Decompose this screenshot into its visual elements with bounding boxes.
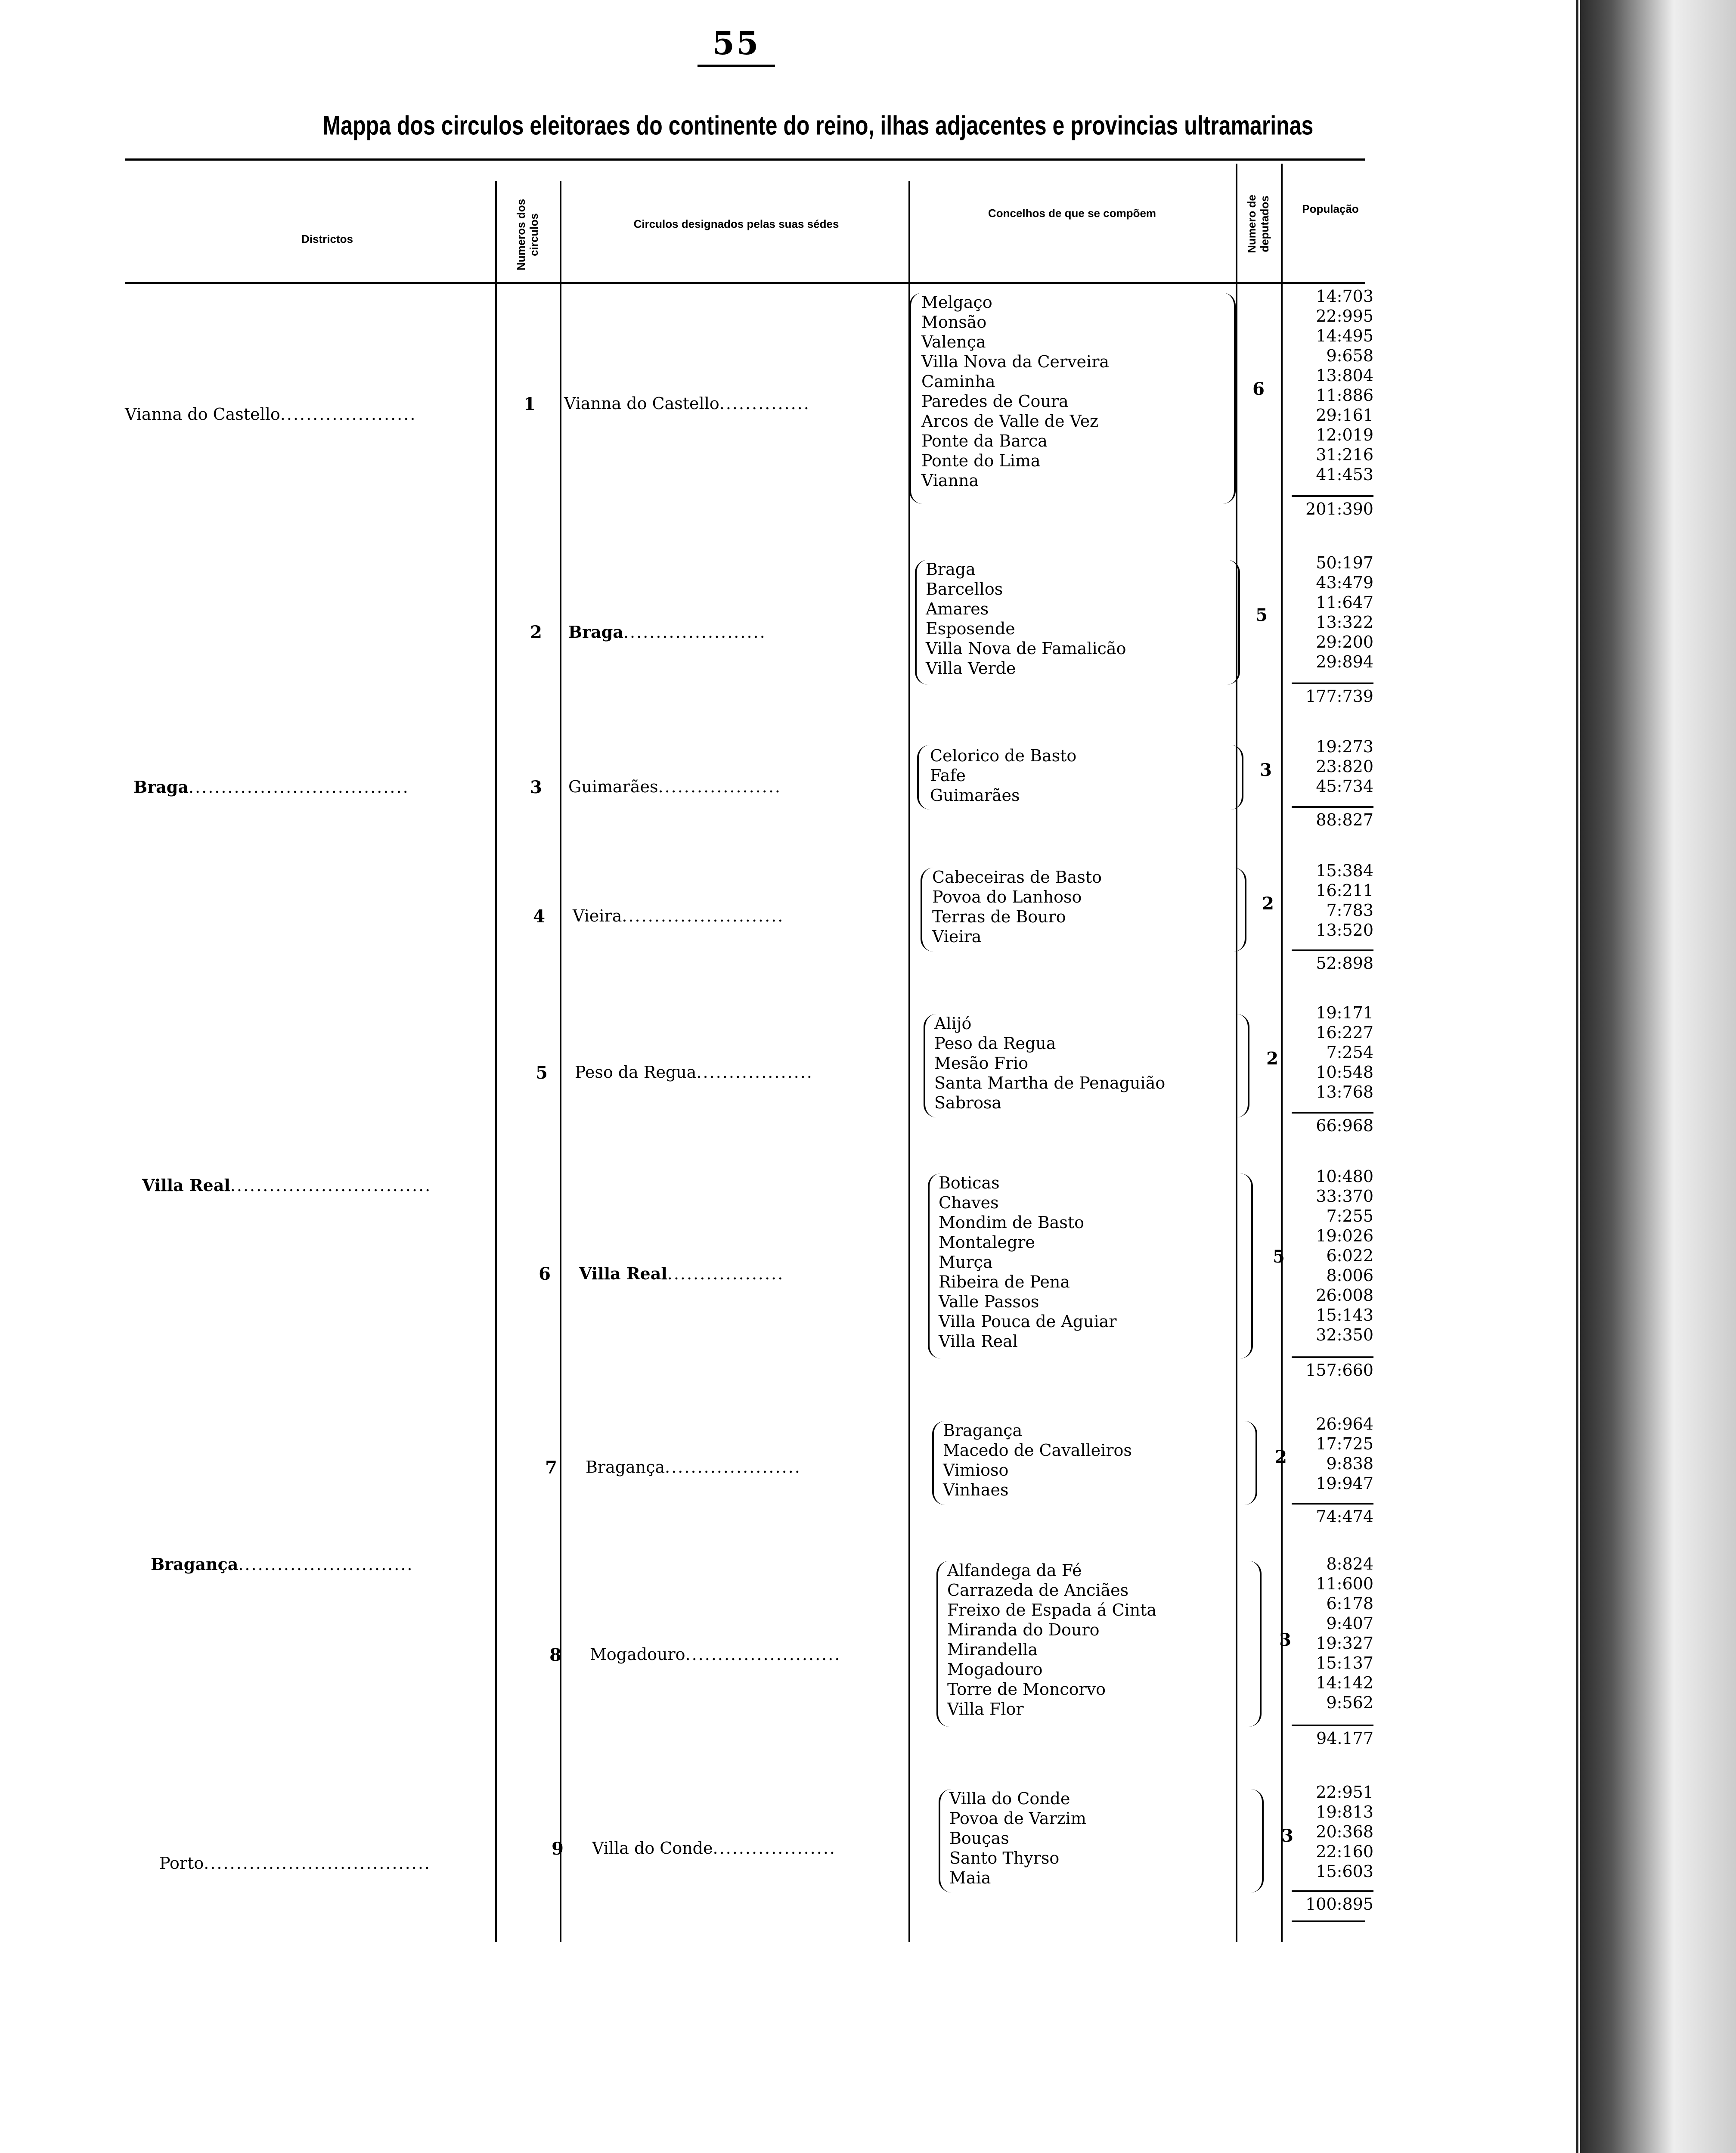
leader-dots: ..................	[667, 1264, 784, 1283]
council-row: Villa do Conde	[949, 1789, 1070, 1808]
circle-seat	[568, 622, 766, 642]
population-value: 22:995	[1316, 307, 1373, 326]
council-row: Santo Thyrso	[949, 1849, 1060, 1868]
circle-seat	[575, 1063, 813, 1082]
header-circle-numbers: Numeros dos circulos	[515, 199, 540, 271]
council-brace-right	[1249, 1561, 1262, 1727]
circle-number: 3	[530, 777, 542, 797]
population-value: 11:600	[1316, 1574, 1373, 1593]
population-value: 13:768	[1316, 1083, 1373, 1101]
population-value: 13:322	[1316, 613, 1373, 632]
circle-number: 4	[533, 906, 545, 927]
council-row: Valença	[921, 332, 986, 351]
population-value: 33:370	[1316, 1187, 1373, 1206]
table-bottom-rule	[1292, 1920, 1365, 1922]
leader-dots: .....................	[280, 405, 417, 424]
population-value: 15:603	[1316, 1862, 1373, 1881]
header-deputies: Numero de deputados	[1245, 195, 1271, 253]
district-braga	[133, 777, 409, 797]
population-value: 10:548	[1316, 1063, 1373, 1082]
population-value: 45:734	[1316, 777, 1373, 796]
population-total: 157:660	[1292, 1356, 1373, 1380]
leader-dots: ........................	[685, 1645, 841, 1664]
leader-dots: ..............	[719, 394, 810, 413]
council-row: Vianna	[921, 471, 979, 490]
population-value: 16:211	[1316, 881, 1373, 900]
circle-number: 1	[524, 394, 536, 414]
population-value: 19:947	[1316, 1474, 1373, 1493]
population-value: 11:647	[1316, 593, 1373, 612]
district-porto	[159, 1854, 431, 1873]
seat-label: Guimarães	[568, 777, 658, 796]
population-value: 29:161	[1316, 406, 1373, 425]
district-label: Braga	[133, 777, 189, 797]
header-population: População	[1302, 202, 1359, 215]
circle-seat	[573, 906, 784, 925]
population-value: 31:216	[1316, 445, 1373, 464]
population-value: 26:008	[1316, 1286, 1373, 1305]
council-row: Vimioso	[943, 1461, 1009, 1480]
population-total: 177:739	[1292, 683, 1373, 706]
population-value: 9:658	[1326, 346, 1373, 365]
district-braganca	[151, 1554, 413, 1574]
council-row: Villa Verde	[926, 659, 1016, 678]
circle-seat	[564, 394, 810, 413]
population-total: 100:895	[1292, 1890, 1373, 1914]
population-value: 9:838	[1326, 1454, 1373, 1473]
population-value: 20:368	[1316, 1822, 1373, 1841]
population-value: 41:453	[1316, 465, 1373, 484]
circle-number: 2	[530, 622, 542, 642]
circle-seat	[590, 1645, 841, 1664]
population-value: 6:178	[1326, 1594, 1373, 1613]
council-row: Bouças	[949, 1829, 1009, 1848]
population-value: 7:254	[1326, 1043, 1373, 1062]
leader-dots: ...........................	[238, 1555, 414, 1574]
council-row: Valle Passos	[939, 1292, 1039, 1311]
council-row: Caminha	[921, 372, 995, 391]
council-brace-right	[1223, 293, 1236, 504]
council-row: Fafe	[930, 766, 966, 785]
council-brace-right	[1240, 1173, 1253, 1359]
population-total: 94.177	[1292, 1725, 1373, 1748]
council-row: Cabeceiras de Basto	[932, 868, 1102, 887]
council-row: Villa Flor	[947, 1700, 1024, 1719]
council-row: Arcos de Valle de Vez	[921, 412, 1099, 431]
council-row: Villa Pouca de Aguiar	[939, 1312, 1117, 1331]
council-row: Sabrosa	[934, 1093, 1002, 1112]
population-total: 66:968	[1292, 1112, 1373, 1135]
council-brace-right	[1227, 560, 1240, 685]
population-value: 10:480	[1316, 1167, 1373, 1186]
population-value: 43:479	[1316, 573, 1373, 592]
council-row: Maia	[949, 1868, 991, 1887]
seat-label: Peso da Regua	[575, 1063, 697, 1082]
seat-label: Mogadouro	[590, 1645, 685, 1664]
circle-seat	[592, 1839, 836, 1858]
district-villa-real	[142, 1176, 431, 1195]
council-row: Chaves	[939, 1193, 999, 1212]
council-row: Alfandega da Fé	[947, 1561, 1082, 1580]
population-total: 74:474	[1292, 1503, 1373, 1526]
council-row: Villa Real	[939, 1332, 1018, 1351]
seat-label: Braga	[568, 622, 623, 642]
council-row: Terras de Bouro	[932, 907, 1066, 926]
council-row: Freixo de Espada á Cinta	[947, 1601, 1157, 1619]
seat-label: Bragança	[586, 1458, 665, 1477]
population-value: 13:804	[1316, 366, 1373, 385]
leader-dots: ..................	[696, 1063, 813, 1082]
population-value: 19:026	[1316, 1226, 1373, 1245]
deputies-count: 5	[1256, 605, 1268, 625]
council-row: Bragança	[943, 1421, 1023, 1440]
district-vianna-do-castello	[125, 405, 416, 424]
circle-seat	[579, 1264, 784, 1283]
population-value: 19:813	[1316, 1802, 1373, 1821]
deputies-count: 2	[1262, 893, 1274, 914]
population-total: 201:390	[1292, 495, 1373, 518]
council-brace-right	[1234, 868, 1246, 952]
leader-dots: .........................	[622, 906, 784, 925]
circle-number: 6	[539, 1264, 551, 1284]
council-brace-right	[1237, 1014, 1249, 1117]
population-value: 8:824	[1326, 1554, 1373, 1573]
page-number: 55	[712, 25, 760, 62]
header-bottom-rule	[125, 282, 1365, 284]
population-value: 14:142	[1316, 1673, 1373, 1692]
district-label: Bragança	[151, 1554, 239, 1574]
population-value: 16:227	[1316, 1023, 1373, 1042]
council-brace-right	[1231, 745, 1243, 810]
population-value: 12:019	[1316, 425, 1373, 444]
council-row: Miranda do Douro	[947, 1620, 1100, 1639]
population-value: 15:137	[1316, 1654, 1373, 1672]
district-label: Vianna do Castello	[125, 405, 280, 424]
population-value: 9:562	[1326, 1693, 1373, 1712]
council-row: Mondim de Basto	[939, 1213, 1084, 1232]
council-row: Mesão Frio	[934, 1054, 1029, 1073]
population-value: 29:894	[1316, 652, 1373, 671]
seat-label: Villa Real	[579, 1264, 667, 1283]
council-row: Melgaço	[921, 293, 992, 312]
population-value: 7:783	[1326, 901, 1373, 920]
population-value: 11:886	[1316, 386, 1373, 405]
population-value: 23:820	[1316, 757, 1373, 776]
leader-dots: .....................	[665, 1458, 801, 1477]
leader-dots: ..................................	[188, 778, 409, 797]
council-row: Monsão	[921, 313, 987, 332]
population-total: 88:827	[1292, 806, 1373, 829]
population-value: 19:273	[1316, 737, 1373, 756]
council-row: Boticas	[939, 1173, 1000, 1192]
population-value: 17:725	[1316, 1434, 1373, 1453]
circle-number: 5	[536, 1063, 548, 1083]
seat-label: Villa do Conde	[592, 1839, 713, 1858]
deputies-count: 6	[1252, 379, 1265, 399]
population-value: 26:964	[1316, 1415, 1373, 1433]
deputies-count: 3	[1281, 1826, 1293, 1846]
header-districts: Districtos	[301, 233, 353, 245]
circle-number: 8	[549, 1645, 561, 1665]
council-row: Villa Nova de Famalicão	[926, 639, 1126, 658]
population-value: 14:495	[1316, 326, 1373, 345]
column-divider	[560, 181, 561, 1942]
council-row: Peso da Regua	[934, 1034, 1056, 1053]
deputies-count: 5	[1273, 1247, 1285, 1267]
population-value: 6:022	[1326, 1246, 1373, 1265]
council-row: Amares	[926, 599, 989, 618]
population-value: 15:384	[1316, 861, 1373, 880]
circle-number: 9	[552, 1839, 564, 1859]
population-value: 19:327	[1316, 1634, 1373, 1653]
council-row: Povoa do Lanhoso	[932, 887, 1082, 906]
leader-dots: ......................	[623, 623, 766, 642]
population-value: 9:407	[1326, 1614, 1373, 1633]
population-value: 32:350	[1316, 1325, 1373, 1344]
district-label: Villa Real	[142, 1176, 230, 1195]
scan-edge-right	[1580, 0, 1736, 2153]
council-row: Ribeira de Pena	[939, 1272, 1070, 1291]
deputies-count: 3	[1279, 1630, 1291, 1650]
population-value: 8:006	[1326, 1266, 1373, 1285]
council-row: Paredes de Coura	[921, 392, 1069, 411]
council-row: Carrazeda de Anciães	[947, 1581, 1129, 1600]
council-brace	[917, 745, 932, 810]
leader-dots: ...................................	[204, 1854, 431, 1873]
council-row: Barcellos	[926, 580, 1003, 599]
population-value: 22:160	[1316, 1842, 1373, 1861]
council-row: Vieira	[932, 927, 982, 946]
population-value: 14:703	[1316, 287, 1373, 306]
population-value: 13:520	[1316, 921, 1373, 940]
council-row: Guimarães	[930, 786, 1020, 805]
council-brace-right	[1244, 1421, 1257, 1505]
council-row: Santa Martha de Penaguião	[934, 1073, 1166, 1092]
council-row: Ponte da Barca	[921, 431, 1048, 450]
table-top-rule	[125, 158, 1365, 161]
council-row: Murça	[939, 1253, 993, 1272]
council-row: Alijó	[934, 1014, 972, 1033]
district-label: Porto	[159, 1854, 204, 1873]
population-value: 19:171	[1316, 1003, 1373, 1022]
council-row: Celorico de Basto	[930, 746, 1077, 765]
council-row: Esposende	[926, 619, 1015, 638]
deputies-count: 2	[1266, 1049, 1278, 1069]
population-value: 29:200	[1316, 633, 1373, 651]
population-total: 52:898	[1292, 949, 1373, 973]
population-value: 50:197	[1316, 553, 1373, 572]
leader-dots: ...................	[658, 777, 781, 796]
header-councils: Concelhos de que se compõem	[988, 207, 1156, 220]
council-row: Mogadouro	[947, 1660, 1043, 1679]
council-row: Montalegre	[939, 1233, 1035, 1252]
circle-number: 7	[545, 1458, 557, 1478]
page-number-rule	[698, 65, 775, 67]
population-value: 22:951	[1316, 1783, 1373, 1802]
population-value: 15:143	[1316, 1306, 1373, 1325]
column-divider	[495, 181, 497, 1942]
deputies-count: 2	[1275, 1447, 1287, 1467]
council-row: Povoa de Varzim	[949, 1809, 1086, 1828]
council-row: Torre de Moncorvo	[947, 1680, 1106, 1699]
council-row: Vinhaes	[943, 1480, 1009, 1499]
deputies-count: 3	[1260, 760, 1272, 780]
council-row: Braga	[926, 560, 976, 579]
header-circles: Circulos designados pelas suas sédes	[633, 217, 839, 230]
seat-label: Vieira	[573, 906, 622, 925]
population-value: 7:255	[1326, 1207, 1373, 1225]
council-row: Ponte do Lima	[921, 451, 1041, 470]
council-brace-right	[1251, 1789, 1264, 1892]
circle-seat	[568, 777, 781, 796]
leader-dots: ...............................	[230, 1176, 432, 1195]
council-row: Macedo de Cavalleiros	[943, 1441, 1132, 1460]
council-row: Villa Nova da Cerveira	[921, 352, 1110, 371]
council-row: Mirandella	[947, 1640, 1038, 1659]
leader-dots: ...................	[713, 1839, 837, 1858]
page-title: Mappa dos circulos eleitoraes do continente do reino, ilhas adjacentes e provincias ultramarinas	[322, 110, 1314, 140]
seat-label: Vianna do Castello	[564, 394, 719, 413]
circle-seat	[586, 1458, 801, 1477]
